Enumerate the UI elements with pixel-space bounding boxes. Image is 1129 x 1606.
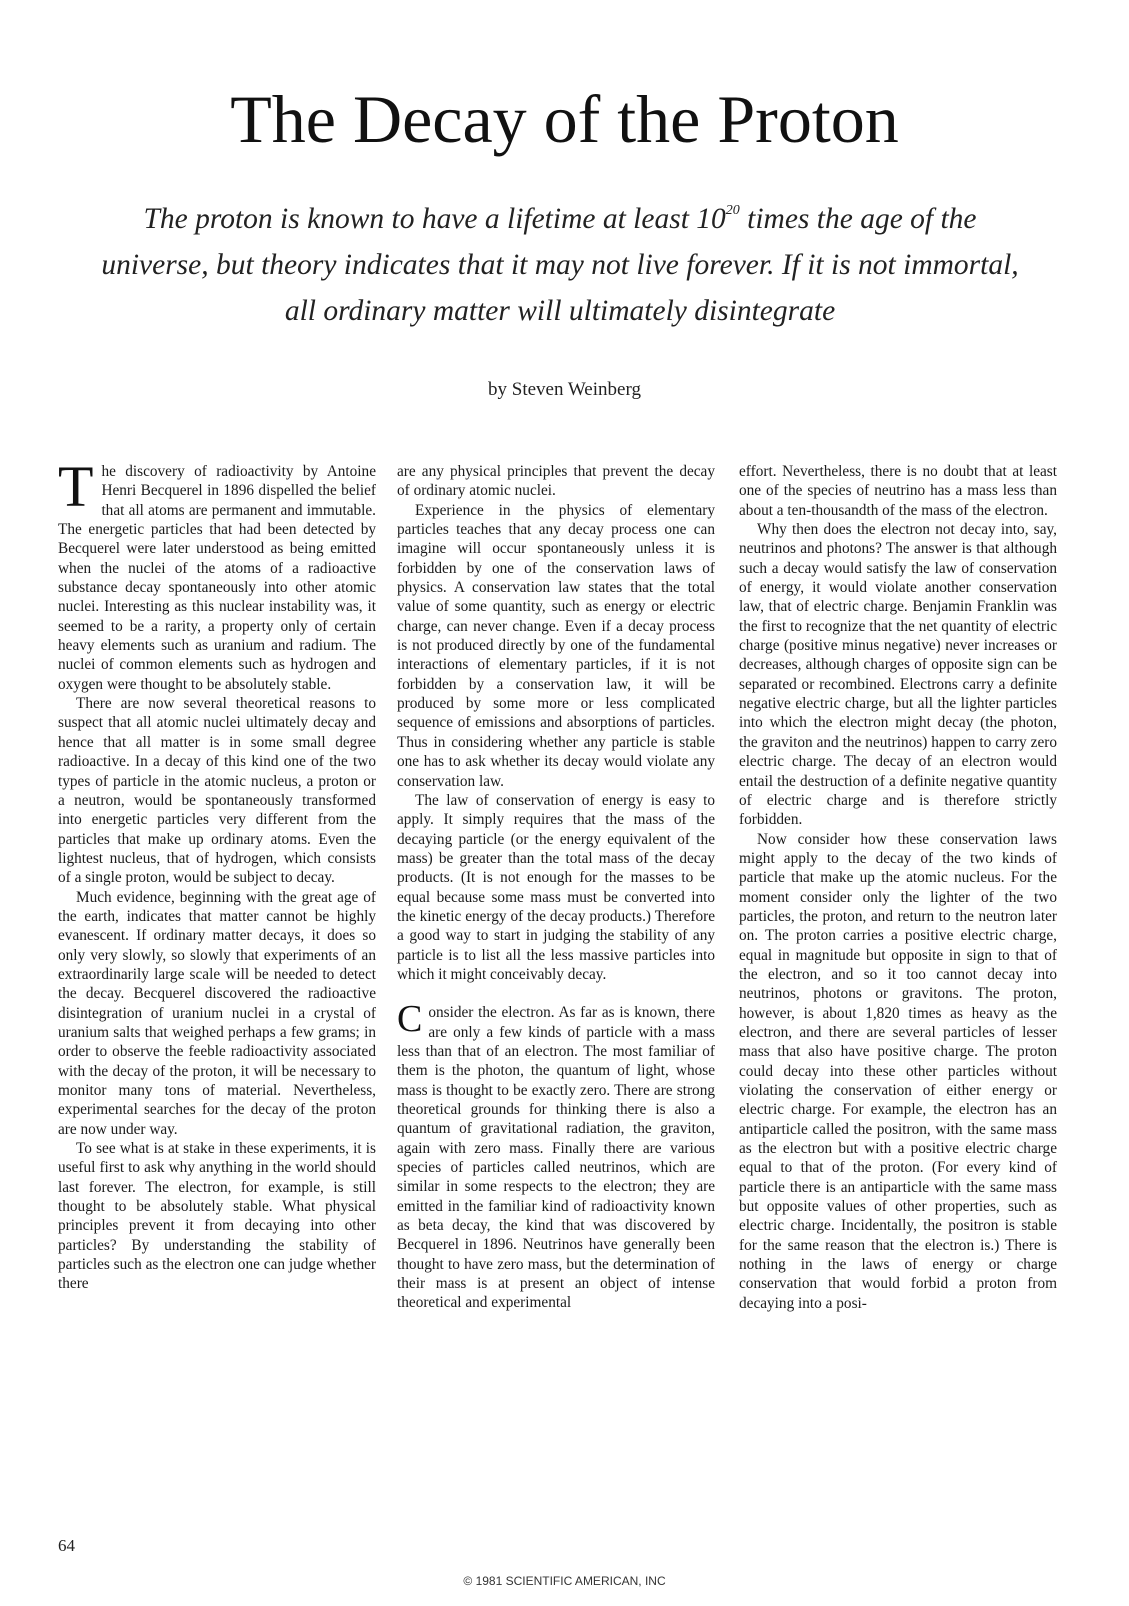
article-title: The Decay of the Proton bbox=[230, 81, 899, 157]
column-1 bbox=[58, 454, 376, 1294]
paragraph: Much evidence, beginning with the great age of the earth, indicates that matter cannot be highly evanescent. If ordinary matter decays, it does so only very slowly, so slowly that experiments of an extraordinarily large scale will be needed to detect the decay. Becquerel discovered the radioactive disintegration of uranium nuclei in a crystal of uranium salts that weighed perhaps a few grams; in order to observe the feeble radioactivity associated with the decay of the proton, it will be necessary to monitor many tons of material. Nevertheless, experimental searches for the decay of the proton are now under way. bbox=[58, 888, 376, 1138]
copyright-notice: © 1981 SCIENTIFIC AMERICAN, INC bbox=[463, 1574, 666, 1588]
paragraph: Now consider how these conservation laws might apply to the decay of the two kinds of particle that make up the atomic nucleus. For the moment consider only the lighter of the two particles, the proton, and return to the neutron later on. The proton carries a positive electric charge, equal in magnitude but opposite in sign to that of the electron, and so it too cannot decay into neutrinos, photons or gravitons. The proton, however, is about 1,820 times as heavy as the electron, and there are several particles of lesser mass that also have positive charge. The proton could decay into these other particles without violating the conservation of either energy or electric charge. For example, the electron has an antiparticle called the positron, with the same mass as the electron but with a positive electric charge equal to that of the proton. (For every kind of particle there is an antiparticle with the same mass but opposite values of other properties, such as electric charge. Incidentally, the positron is stable for the same reason that the electron is.) There is nothing in the laws of energy or charge conservation that would forbid a proton from decaying into a posi- bbox=[739, 830, 1057, 1312]
column-3 bbox=[739, 462, 1057, 1313]
article-deck bbox=[95, 196, 1025, 334]
drop-cap: T bbox=[58, 454, 94, 519]
drop-cap: C bbox=[397, 998, 423, 1041]
deck-text-part1: The proton is known to have a lifetime at least 10 bbox=[143, 203, 726, 235]
page-number: 64 bbox=[58, 1536, 75, 1555]
paragraph-text: he discovery of radioactivity by Antoine Henri Becquerel in 1896 dispelled the belief that all atoms are permanent and immutable. The energetic particles that had been detected by Becquerel were later understood as being emitted when the nuclei of the atoms of a radioactive substance decay spontaneously into other atomic nuclei. Interesting as this nuclear instability was, it seemed to be a rarity, a property only of certain heavy elements such as uranium and radium. The nuclei of common elements such as hydrogen and oxygen were thought to be absolutely stable. bbox=[58, 463, 376, 693]
deck-text-part2: times the age of the universe, but theory indicates that it may not live forever. If it is not immortal, all ordinary matter will ultimately disintegrate bbox=[101, 203, 1019, 327]
paragraph bbox=[58, 454, 376, 694]
paragraph: There are now several theoretical reasons to suspect that all atomic nuclei ultimately decay and hence that all matter is in some small degree radioactive. In a decay of this kind one of the two types of particle in the atomic nucleus, a proton or a neutron, would be spontaneously transformed into energetic particles very different from the particles that make up ordinary atoms. Even the lightest nucleus, that of hydrogen, which consists of a single proton, would be subject to decay. bbox=[58, 695, 376, 887]
column-2 bbox=[397, 462, 715, 1313]
paragraph-text: onsider the electron. As far as is known, there are only a few kinds of particle with a mass less than that of an electron. The most familiar of them is the photon, the quantum of light, whose mass is thought to be exactly zero. There are strong theoretical grounds for thinking there is also a quantum of gravitational radiation, the graviton, again with zero mass. Finally there are various species of particles called neutrinos, which are similar in some respects to the electron; they are emitted in the familiar kind of radioactivity known as beta decay, the kind that was discovered by Becquerel in 1896. Neutrinos have generally been thought to have zero mass, but the determination of their mass is at present an object of intense theoretical and experimental bbox=[397, 1004, 715, 1312]
paragraph: Experience in the physics of elementary particles teaches that any decay process one can imagine will occur spontaneously unless it is forbidden by one of the conservation laws of physics. A conservation law states that the total value of some quantity, such as energy or electric charge, can never change. Even if a decay process is not produced directly by one of the fundamental interactions of elementary particles, if it is not forbidden by a conservation law, it will be produced by some more or less complicated sequence of emissions and absorptions of particles. Thus in considering whether any particle is stable one has to ask whether its decay would violate any conservation law. bbox=[397, 501, 715, 790]
paragraph: To see what is at stake in these experiments, it is useful first to ask why anything in the world should last forever. The electron, for example, is still thought to be absolutely stable. What physical principles prevent it from decaying into other particles? By understanding the stability of particles such as the electron one can judge whether there bbox=[58, 1140, 376, 1293]
paragraph: are any physical principles that prevent the decay of ordinary atomic nuclei. bbox=[397, 463, 715, 500]
paragraph: The law of conservation of energy is easy to apply. It simply requires that the mass of the decaying particle (or the energy equivalent of the mass) be greater than the total mass of the decay products. (It is not enough for the masses to be equal because some mass must be converted into the kinetic energy of the decay products.) Therefore a good way to start in judging the stability of any particle is to list all the less massive particles into which it might conceivably decay. bbox=[397, 791, 715, 983]
byline: by Steven Weinberg bbox=[488, 379, 641, 400]
paragraph bbox=[397, 998, 715, 1313]
paragraph: effort. Nevertheless, there is no doubt that at least one of the species of neutrino has a mass less than about a ten-thousandth of the mass of the electron. bbox=[739, 463, 1057, 519]
paragraph: Why then does the electron not decay into, say, neutrinos and photons? The answer is that although such a decay would satisfy the law of conservation of energy, it would violate another conservation law, that of electric charge. Benjamin Franklin was the first to recognize that the net quantity of electric charge (positive minus negative) never increases or decreases, although charges of opposite sign can be separated or recombined. Electrons carry a definite negative electric charge, but all the lighter particles into which the electron might decay (the photon, the graviton and the neutrinos) happen to carry zero electric charge. The decay of an electron would entail the destruction of a definite negative quantity of electric charge and is therefore strictly forbidden. bbox=[739, 521, 1057, 829]
deck-exponent: 20 bbox=[725, 203, 740, 218]
